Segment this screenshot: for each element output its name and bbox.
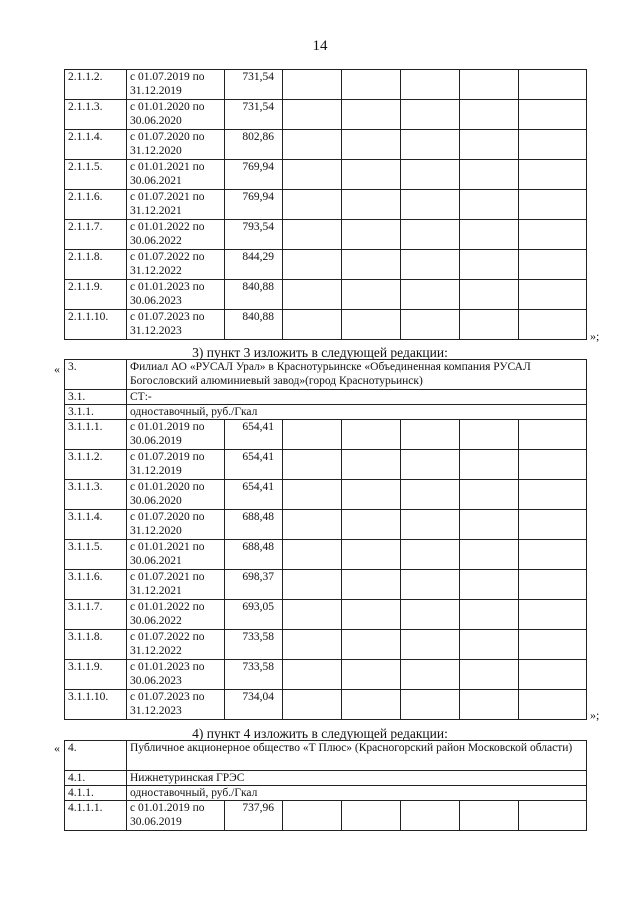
row-id-cell: 3.1.1.8.: [65, 630, 127, 660]
empty-cell: [401, 600, 460, 630]
empty-cell: [401, 480, 460, 510]
empty-cell: [401, 510, 460, 540]
row-period-cell: с 01.07.2023 по 31.12.2023: [127, 310, 225, 340]
table-row: [65, 570, 587, 600]
empty-cell: [283, 540, 342, 570]
empty-cell: [519, 220, 587, 250]
empty-cell: [342, 190, 401, 220]
section4-sub-number: 4.1.: [65, 771, 127, 786]
row-value-cell: 734,04: [225, 690, 283, 720]
empty-cell: [460, 540, 519, 570]
row-period-cell: с 01.07.2022 по 31.12.2022: [127, 630, 225, 660]
empty-cell: [342, 540, 401, 570]
empty-cell: [342, 310, 401, 340]
table-row: [65, 690, 587, 720]
empty-cell: [401, 130, 460, 160]
empty-cell: [342, 480, 401, 510]
empty-cell: [342, 570, 401, 600]
row-period-cell: с 01.01.2023 по 30.06.2023: [127, 280, 225, 310]
close-quote-3: »;: [590, 708, 600, 722]
row-value-cell: 688,48: [225, 510, 283, 540]
empty-cell: [342, 510, 401, 540]
row-period-cell: с 01.01.2021 по 30.06.2021: [127, 540, 225, 570]
row-id-cell: 2.1.1.5.: [65, 160, 127, 190]
row-value-cell: 693,05: [225, 600, 283, 630]
row-period-cell: с 01.01.2019 по 30.06.2019: [127, 801, 225, 831]
empty-cell: [519, 660, 587, 690]
empty-cell: [283, 420, 342, 450]
table-row: [65, 160, 587, 190]
empty-cell: [519, 510, 587, 540]
row-period-cell: с 01.01.2021 по 30.06.2021: [127, 160, 225, 190]
empty-cell: [460, 690, 519, 720]
empty-cell: [460, 660, 519, 690]
empty-cell: [283, 510, 342, 540]
empty-cell: [519, 130, 587, 160]
section3-number: 3.: [65, 360, 127, 390]
row-period-cell: с 01.07.2019 по 31.12.2019: [127, 70, 225, 100]
row-id-cell: 3.1.1.5.: [65, 540, 127, 570]
row-value-cell: 733,58: [225, 660, 283, 690]
empty-cell: [519, 160, 587, 190]
row-value-cell: 840,88: [225, 310, 283, 340]
empty-cell: [519, 250, 587, 280]
row-period-cell: с 01.07.2022 по 31.12.2022: [127, 250, 225, 280]
table-row: [65, 420, 587, 450]
empty-cell: [283, 190, 342, 220]
empty-cell: [460, 450, 519, 480]
table-row: [65, 190, 587, 220]
empty-cell: [460, 480, 519, 510]
empty-cell: [283, 310, 342, 340]
empty-cell: [460, 70, 519, 100]
empty-cell: [283, 801, 342, 831]
empty-cell: [401, 690, 460, 720]
row-id-cell: 4.1.1.1.: [65, 801, 127, 831]
table-row: [65, 280, 587, 310]
empty-cell: [342, 801, 401, 831]
row-period-cell: с 01.01.2020 по 30.06.2020: [127, 100, 225, 130]
row-value-cell: 769,94: [225, 160, 283, 190]
empty-cell: [283, 690, 342, 720]
empty-cell: [519, 801, 587, 831]
close-quote-2: »;: [590, 329, 600, 343]
empty-cell: [342, 160, 401, 190]
empty-cell: [460, 310, 519, 340]
section4-table: [64, 740, 587, 831]
row-id-cell: 3.1.1.7.: [65, 600, 127, 630]
empty-cell: [283, 600, 342, 630]
empty-cell: [283, 220, 342, 250]
empty-cell: [283, 570, 342, 600]
empty-cell: [519, 310, 587, 340]
row-id-cell: 3.1.1.2.: [65, 450, 127, 480]
row-period-cell: с 01.07.2019 по 31.12.2019: [127, 450, 225, 480]
row-id-cell: 2.1.1.8.: [65, 250, 127, 280]
row-id-cell: 2.1.1.3.: [65, 100, 127, 130]
table-row: [65, 100, 587, 130]
empty-cell: [283, 450, 342, 480]
table-row: [65, 220, 587, 250]
section3-tariff-number: 3.1.1.: [65, 405, 127, 420]
table-row: [65, 310, 587, 340]
empty-cell: [401, 801, 460, 831]
empty-cell: [342, 450, 401, 480]
empty-cell: [342, 280, 401, 310]
empty-cell: [401, 450, 460, 480]
empty-cell: [460, 160, 519, 190]
row-id-cell: 3.1.1.10.: [65, 690, 127, 720]
empty-cell: [283, 630, 342, 660]
row-id-cell: 2.1.1.9.: [65, 280, 127, 310]
row-period-cell: с 01.01.2022 по 30.06.2022: [127, 220, 225, 250]
table-row: [65, 660, 587, 690]
row-value-cell: 731,54: [225, 70, 283, 100]
empty-cell: [519, 280, 587, 310]
table-row: [65, 801, 587, 831]
empty-cell: [342, 630, 401, 660]
row-period-cell: с 01.01.2022 по 30.06.2022: [127, 600, 225, 630]
empty-cell: [460, 100, 519, 130]
row-id-cell: 3.1.1.6.: [65, 570, 127, 600]
table-row: [65, 600, 587, 630]
empty-cell: [460, 570, 519, 600]
section3-tariff-title: одноставочный, руб./Гкал: [127, 405, 587, 420]
empty-cell: [401, 220, 460, 250]
empty-cell: [460, 630, 519, 660]
empty-cell: [401, 160, 460, 190]
row-id-cell: 2.1.1.6.: [65, 190, 127, 220]
row-period-cell: с 01.01.2020 по 30.06.2020: [127, 480, 225, 510]
empty-cell: [401, 70, 460, 100]
empty-cell: [283, 280, 342, 310]
table-row: [65, 250, 587, 280]
empty-cell: [519, 70, 587, 100]
table-row: [65, 480, 587, 510]
empty-cell: [283, 70, 342, 100]
table-row: [65, 540, 587, 570]
empty-cell: [519, 570, 587, 600]
row-id-cell: 3.1.1.1.: [65, 420, 127, 450]
row-value-cell: 802,86: [225, 130, 283, 160]
empty-cell: [460, 420, 519, 450]
table-row: [65, 510, 587, 540]
row-value-cell: 840,88: [225, 280, 283, 310]
empty-cell: [283, 480, 342, 510]
empty-cell: [401, 100, 460, 130]
empty-cell: [519, 540, 587, 570]
table-row: [65, 130, 587, 160]
empty-cell: [342, 220, 401, 250]
empty-cell: [342, 600, 401, 630]
row-id-cell: 3.1.1.9.: [65, 660, 127, 690]
empty-cell: [401, 280, 460, 310]
empty-cell: [401, 250, 460, 280]
row-id-cell: 3.1.1.3.: [65, 480, 127, 510]
empty-cell: [519, 480, 587, 510]
empty-cell: [460, 600, 519, 630]
empty-cell: [342, 70, 401, 100]
page-number: 14: [312, 38, 328, 54]
empty-cell: [519, 420, 587, 450]
row-value-cell: 769,94: [225, 190, 283, 220]
empty-cell: [401, 310, 460, 340]
row-value-cell: 731,54: [225, 100, 283, 130]
empty-cell: [401, 420, 460, 450]
table-row: [65, 450, 587, 480]
empty-cell: [283, 160, 342, 190]
section3-sub-title: СТ:-: [127, 390, 587, 405]
row-period-cell: с 01.07.2020 по 31.12.2020: [127, 510, 225, 540]
empty-cell: [460, 280, 519, 310]
section2-table: [64, 69, 587, 340]
section3-table: [64, 359, 587, 720]
empty-cell: [401, 660, 460, 690]
row-id-cell: 2.1.1.4.: [65, 130, 127, 160]
row-id-cell: 2.1.1.7.: [65, 220, 127, 250]
empty-cell: [342, 250, 401, 280]
row-value-cell: 654,41: [225, 450, 283, 480]
section3-title: Филиал АО «РУСАЛ Урал» в Краснотурьинске «Объединенная компания РУСАЛ Богословский алюминиевый завод»(город Краснотурьинск): [127, 360, 587, 390]
row-value-cell: 737,96: [225, 801, 283, 831]
empty-cell: [283, 130, 342, 160]
empty-cell: [342, 660, 401, 690]
empty-cell: [342, 420, 401, 450]
open-quote-3: «: [54, 362, 60, 376]
empty-cell: [342, 130, 401, 160]
empty-cell: [460, 220, 519, 250]
row-period-cell: с 01.07.2023 по 31.12.2023: [127, 690, 225, 720]
section4-tariff-title: одноставочный, руб./Гкал: [127, 786, 587, 801]
section3-sub-number: 3.1.: [65, 390, 127, 405]
empty-cell: [283, 100, 342, 130]
empty-cell: [342, 100, 401, 130]
empty-cell: [342, 690, 401, 720]
empty-cell: [460, 801, 519, 831]
row-value-cell: 844,29: [225, 250, 283, 280]
row-period-cell: с 01.07.2021 по 31.12.2021: [127, 570, 225, 600]
row-value-cell: 733,58: [225, 630, 283, 660]
empty-cell: [460, 130, 519, 160]
empty-cell: [519, 690, 587, 720]
section4-sub-title: Нижнетуринская ГРЭС: [127, 771, 587, 786]
empty-cell: [519, 630, 587, 660]
row-id-cell: 2.1.1.2.: [65, 70, 127, 100]
row-value-cell: 698,37: [225, 570, 283, 600]
heading-point-3: 3) пункт 3 изложить в следующей редакции:: [192, 345, 448, 360]
empty-cell: [519, 600, 587, 630]
open-quote-4: «: [54, 741, 60, 755]
empty-cell: [460, 250, 519, 280]
empty-cell: [401, 190, 460, 220]
empty-cell: [460, 190, 519, 220]
section4-title: Публичное акционерное общество «Т Плюс» (Красногорский район Московской области): [127, 741, 587, 771]
empty-cell: [283, 660, 342, 690]
empty-cell: [460, 510, 519, 540]
row-value-cell: 688,48: [225, 540, 283, 570]
row-value-cell: 793,54: [225, 220, 283, 250]
row-id-cell: 3.1.1.4.: [65, 510, 127, 540]
section4-number: 4.: [65, 741, 127, 771]
row-period-cell: с 01.01.2019 по 30.06.2019: [127, 420, 225, 450]
row-period-cell: с 01.01.2023 по 30.06.2023: [127, 660, 225, 690]
table-row: [65, 70, 587, 100]
empty-cell: [401, 540, 460, 570]
empty-cell: [519, 190, 587, 220]
empty-cell: [283, 250, 342, 280]
row-value-cell: 654,41: [225, 480, 283, 510]
row-id-cell: 2.1.1.10.: [65, 310, 127, 340]
section4-tariff-number: 4.1.1.: [65, 786, 127, 801]
row-period-cell: с 01.07.2021 по 31.12.2021: [127, 190, 225, 220]
row-value-cell: 654,41: [225, 420, 283, 450]
empty-cell: [519, 450, 587, 480]
heading-point-4: 4) пункт 4 изложить в следующей редакции:: [192, 726, 448, 741]
row-period-cell: с 01.07.2020 по 31.12.2020: [127, 130, 225, 160]
table-row: [65, 630, 587, 660]
empty-cell: [401, 630, 460, 660]
empty-cell: [401, 570, 460, 600]
empty-cell: [519, 100, 587, 130]
